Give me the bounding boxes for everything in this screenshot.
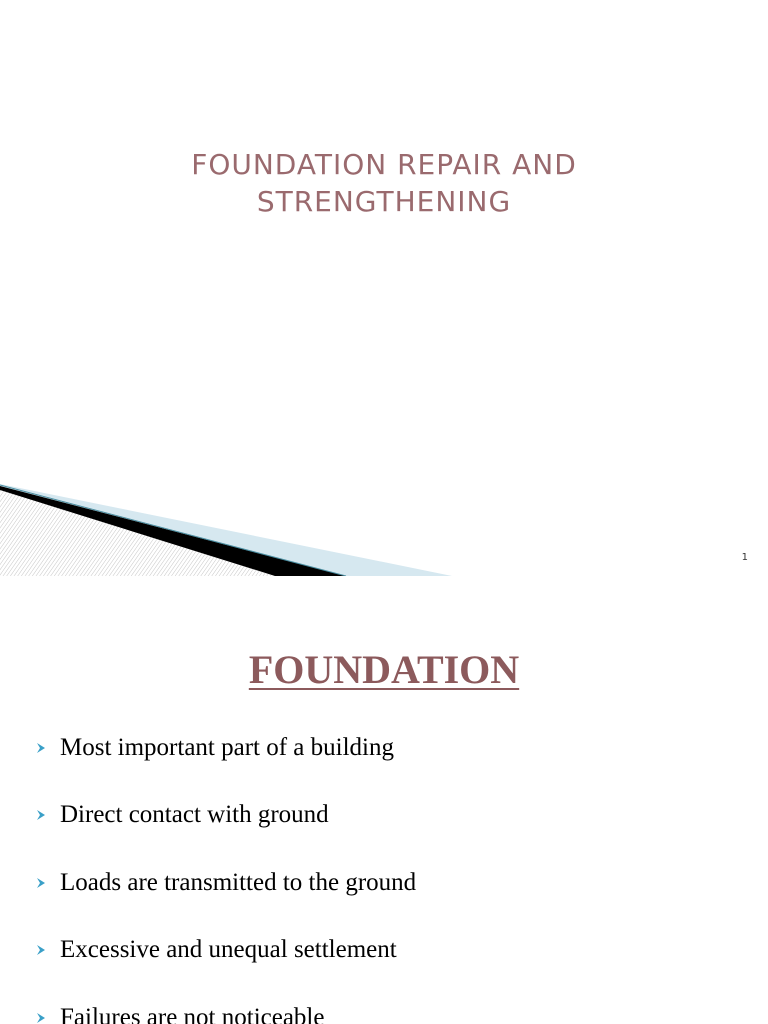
bullet-item <box>36 714 416 782</box>
arrowhead-bullet-icon <box>36 877 46 889</box>
slide-title-line-1: FOUNDATION REPAIR AND <box>191 148 577 181</box>
bullet-list <box>36 714 416 1024</box>
bullet-item <box>36 782 416 850</box>
bullet-item <box>36 984 416 1024</box>
slide-heading: FOUNDATION <box>248 647 520 692</box>
bullet-text: Excessive and unequal settlement <box>60 936 397 964</box>
arrowhead-bullet-icon <box>36 809 46 821</box>
arrowhead-bullet-icon <box>36 742 46 754</box>
slide-title-line-2: STRENGTHENING <box>256 185 512 218</box>
decorative-swoosh <box>0 470 768 576</box>
bullet-item <box>36 917 416 985</box>
content-slide <box>0 576 768 1024</box>
bullet-text: Most important part of a building <box>60 733 394 761</box>
bullet-text: Failures are not noticeable <box>60 1003 325 1024</box>
arrowhead-bullet-icon <box>36 944 46 956</box>
bullet-item <box>36 849 416 917</box>
slide-number: 1 <box>741 552 748 563</box>
bullet-text: Direct contact with ground <box>60 801 329 829</box>
slide-title <box>0 146 768 220</box>
bullet-text: Loads are transmitted to the ground <box>60 868 417 896</box>
arrowhead-bullet-icon <box>36 1012 46 1024</box>
